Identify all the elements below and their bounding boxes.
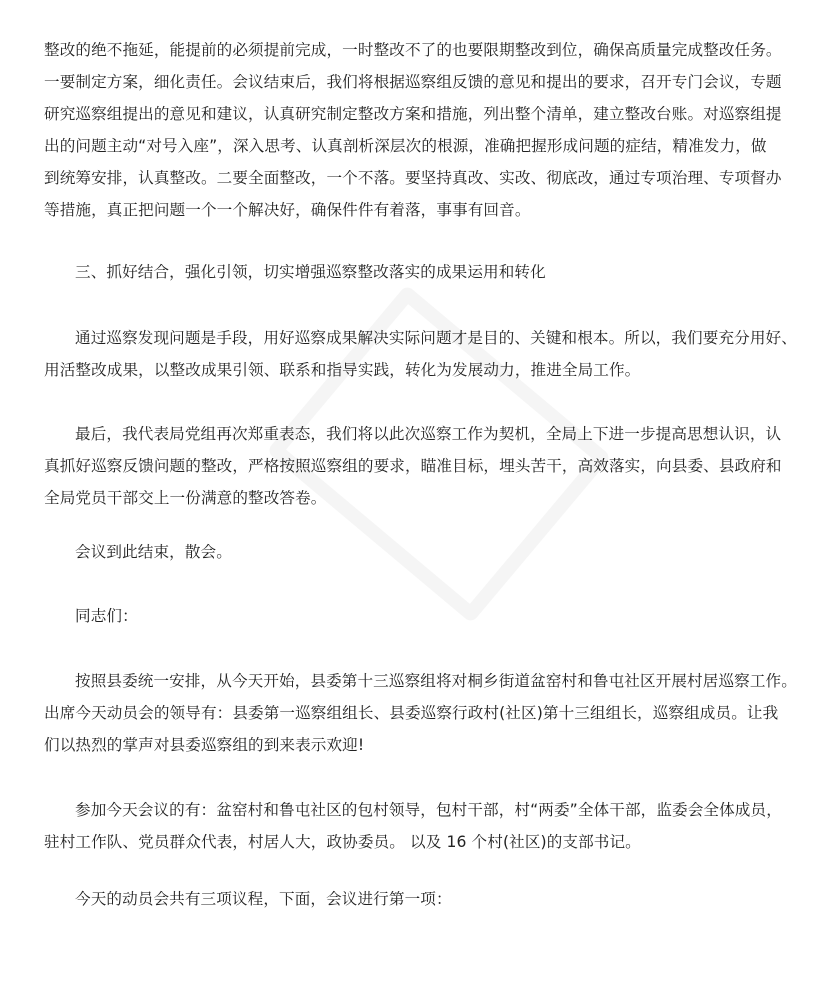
text-line: 出的问题主动“对号入座”，深入思考、认真剖析深层次的根源，准确把握形成问题的症结，精准发力，做 (44, 137, 767, 155)
text-line: 真抓好巡察反馈问题的整改，严格按照巡察组的要求，瞄准目标，埋头苦干，高效落实，向县委、县政府和 (44, 457, 782, 475)
greeting: 同志们： (75, 607, 138, 625)
text-line: 今天的动员会共有三项议程，下面，会议进行第一项： (75, 890, 452, 908)
text-line: 通过巡察发现问题是手段，用好巡察成果解决实际问题才是目的、关键和根本。所以，我们要充分用好、 (75, 329, 797, 347)
text-line: 等措施，真正把问题一个一个解决好，确保件件有着落，事事有回音。 (44, 201, 531, 219)
text-line: 们以热烈的掌声对县委巡察组的到来表示欢迎! (44, 736, 365, 754)
text-line: 驻村工作队、党员群众代表，村居人大，政协委员。 以及 16 个村(社区)的支部书记。 (44, 833, 641, 851)
text-line: 全局党员干部交上一份满意的整改答卷。 (44, 489, 327, 507)
text-line: 用活整改成果，以整改成果引领、联系和指导实践，转化为发展动力，推进全局工作。 (44, 361, 641, 379)
text-line: 研究巡察组提出的意见和建议，认真研究制定整改方案和措施，列出整个清单，建立整改台账。对巡察组提 (44, 105, 782, 123)
text-line: 会议到此结束，散会。 (75, 543, 232, 561)
text-line: 一要制定方案，细化责任。会议结束后，我们将根据巡察组反馈的意见和提出的要求，召开专门会议，专题 (44, 73, 782, 91)
section-heading: 三、抓好结合，强化引领，切实增强巡察整改落实的成果运用和转化 (75, 263, 546, 281)
text-line: 整改的绝不拖延，能提前的必须提前完成，一时整改不了的也要限期整改到位，确保高质量完成整改任务。 (44, 41, 782, 59)
text-line: 出席今天动员会的领导有：县委第一巡察组组长、县委巡察行政村(社区)第十三组组长，巡察组成员。让我 (44, 704, 779, 722)
text-line: 最后，我代表局党组再次郑重表态，我们将以此次巡察工作为契机，全局上下进一步提高思想认识，认 (75, 425, 782, 443)
text-line: 按照县委统一安排，从今天开始，县委第十三巡察组将对桐乡街道盆窑村和鲁屯社区开展村居巡察工作。 (75, 672, 797, 690)
text-line: 参加今天会议的有：盆窑村和鲁屯社区的包村领导，包村干部，村“两委”全体干部，监委会全体成员， (75, 801, 782, 819)
text-line: 到统筹安排，认真整改。二要全面整改，一个不落。要坚持真改、实改、彻底改，通过专项治理、专项督办 (44, 169, 782, 187)
